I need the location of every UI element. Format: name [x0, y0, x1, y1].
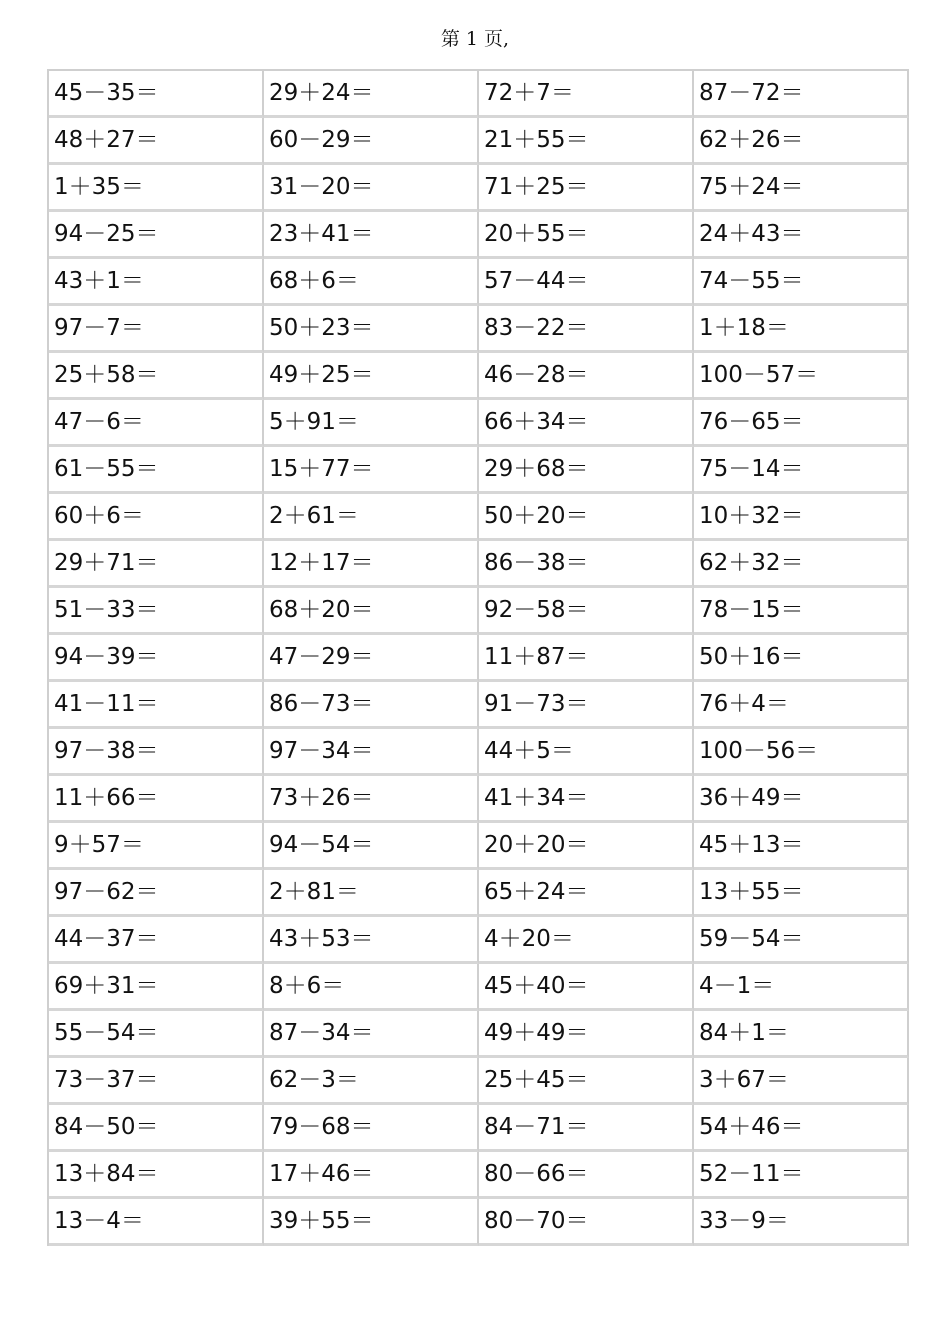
- worksheet-row: [49, 635, 909, 682]
- problem-cell: 45＋13＝: [694, 823, 909, 870]
- problem-cell: 50＋20＝: [479, 494, 694, 541]
- problem-cell: 80－70＝: [479, 1199, 694, 1246]
- problem-cell: 57－44＝: [479, 259, 694, 306]
- problem-cell: 4－1＝: [694, 964, 909, 1011]
- worksheet-row: [49, 353, 909, 400]
- problem-cell: 97－62＝: [49, 870, 264, 917]
- problem-cell: 80－66＝: [479, 1152, 694, 1199]
- worksheet-row: [49, 776, 909, 823]
- problem-cell: 97－7＝: [49, 306, 264, 353]
- problem-cell: 83－22＝: [479, 306, 694, 353]
- problem-cell: 76－65＝: [694, 400, 909, 447]
- problem-cell: 13＋55＝: [694, 870, 909, 917]
- problem-cell: 86－38＝: [479, 541, 694, 588]
- problem-cell: 55－54＝: [49, 1011, 264, 1058]
- problem-cell: 71＋25＝: [479, 165, 694, 212]
- problem-cell: 75－14＝: [694, 447, 909, 494]
- worksheet-row: [49, 729, 909, 776]
- problem-cell: 50＋23＝: [264, 306, 479, 353]
- problem-cell: 54＋46＝: [694, 1105, 909, 1152]
- worksheet-row: [49, 1011, 909, 1058]
- problem-cell: 68＋20＝: [264, 588, 479, 635]
- problem-cell: 73－37＝: [49, 1058, 264, 1105]
- problem-cell: 48＋27＝: [49, 118, 264, 165]
- problem-cell: 78－15＝: [694, 588, 909, 635]
- problem-cell: 51－33＝: [49, 588, 264, 635]
- problem-cell: 43＋1＝: [49, 259, 264, 306]
- problem-cell: 11＋87＝: [479, 635, 694, 682]
- worksheet-row: [49, 682, 909, 729]
- problem-cell: 62－3＝: [264, 1058, 479, 1105]
- problem-cell: 4＋20＝: [479, 917, 694, 964]
- worksheet-row: [49, 118, 909, 165]
- problem-cell: 9＋57＝: [49, 823, 264, 870]
- worksheet-row: [49, 165, 909, 212]
- problem-cell: 44＋5＝: [479, 729, 694, 776]
- problem-cell: 25＋45＝: [479, 1058, 694, 1105]
- problem-cell: 87－34＝: [264, 1011, 479, 1058]
- worksheet-row: [49, 71, 909, 118]
- problem-cell: 91－73＝: [479, 682, 694, 729]
- worksheet-row: [49, 306, 909, 353]
- problem-cell: 66＋34＝: [479, 400, 694, 447]
- problem-cell: 44－37＝: [49, 917, 264, 964]
- problem-cell: 1＋35＝: [49, 165, 264, 212]
- problem-cell: 94－39＝: [49, 635, 264, 682]
- worksheet-row: [49, 447, 909, 494]
- problem-cell: 49＋49＝: [479, 1011, 694, 1058]
- problem-cell: 36＋49＝: [694, 776, 909, 823]
- problem-cell: 69＋31＝: [49, 964, 264, 1011]
- problem-cell: 11＋66＝: [49, 776, 264, 823]
- problem-cell: 25＋58＝: [49, 353, 264, 400]
- problem-cell: 61－55＝: [49, 447, 264, 494]
- problem-cell: 62＋26＝: [694, 118, 909, 165]
- problem-cell: 39＋55＝: [264, 1199, 479, 1246]
- problem-cell: 94－54＝: [264, 823, 479, 870]
- problem-cell: 47－6＝: [49, 400, 264, 447]
- problem-cell: 13＋84＝: [49, 1152, 264, 1199]
- problem-cell: 29＋68＝: [479, 447, 694, 494]
- worksheet-body: [49, 71, 909, 1246]
- problem-cell: 20＋20＝: [479, 823, 694, 870]
- problem-cell: 50＋16＝: [694, 635, 909, 682]
- worksheet-row: [49, 917, 909, 964]
- worksheet-row: [49, 541, 909, 588]
- worksheet-row: [49, 259, 909, 306]
- problem-cell: 97－34＝: [264, 729, 479, 776]
- problem-cell: 100－56＝: [694, 729, 909, 776]
- problem-cell: 60＋6＝: [49, 494, 264, 541]
- worksheet-row: [49, 494, 909, 541]
- arithmetic-worksheet-table: [47, 69, 909, 1246]
- problem-cell: 94－25＝: [49, 212, 264, 259]
- problem-cell: 24＋43＝: [694, 212, 909, 259]
- problem-cell: 5＋91＝: [264, 400, 479, 447]
- problem-cell: 46－28＝: [479, 353, 694, 400]
- problem-cell: 86－73＝: [264, 682, 479, 729]
- problem-cell: 47－29＝: [264, 635, 479, 682]
- problem-cell: 3＋67＝: [694, 1058, 909, 1105]
- worksheet-row: [49, 870, 909, 917]
- problem-cell: 97－38＝: [49, 729, 264, 776]
- problem-cell: 2＋81＝: [264, 870, 479, 917]
- worksheet-row: [49, 400, 909, 447]
- problem-cell: 65＋24＝: [479, 870, 694, 917]
- problem-cell: 43＋53＝: [264, 917, 479, 964]
- problem-cell: 75＋24＝: [694, 165, 909, 212]
- problem-cell: 45－35＝: [49, 71, 264, 118]
- problem-cell: 52－11＝: [694, 1152, 909, 1199]
- problem-cell: 100－57＝: [694, 353, 909, 400]
- problem-cell: 17＋46＝: [264, 1152, 479, 1199]
- worksheet-row: [49, 588, 909, 635]
- problem-cell: 23＋41＝: [264, 212, 479, 259]
- problem-cell: 73＋26＝: [264, 776, 479, 823]
- problem-cell: 92－58＝: [479, 588, 694, 635]
- problem-cell: 10＋32＝: [694, 494, 909, 541]
- worksheet-row: [49, 1058, 909, 1105]
- problem-cell: 29＋24＝: [264, 71, 479, 118]
- problem-cell: 33－9＝: [694, 1199, 909, 1246]
- problem-cell: 41＋34＝: [479, 776, 694, 823]
- page-number-header: 第 1 页,: [440, 28, 510, 50]
- problem-cell: 45＋40＝: [479, 964, 694, 1011]
- problem-cell: 74－55＝: [694, 259, 909, 306]
- problem-cell: 84－50＝: [49, 1105, 264, 1152]
- worksheet-row: [49, 964, 909, 1011]
- problem-cell: 68＋6＝: [264, 259, 479, 306]
- problem-cell: 2＋61＝: [264, 494, 479, 541]
- problem-cell: 84＋1＝: [694, 1011, 909, 1058]
- problem-cell: 31－20＝: [264, 165, 479, 212]
- problem-cell: 15＋77＝: [264, 447, 479, 494]
- problem-cell: 87－72＝: [694, 71, 909, 118]
- worksheet-row: [49, 1105, 909, 1152]
- problem-cell: 84－71＝: [479, 1105, 694, 1152]
- problem-cell: 60－29＝: [264, 118, 479, 165]
- problem-cell: 13－4＝: [49, 1199, 264, 1246]
- problem-cell: 76＋4＝: [694, 682, 909, 729]
- worksheet-row: [49, 1152, 909, 1199]
- problem-cell: 21＋55＝: [479, 118, 694, 165]
- problem-cell: 20＋55＝: [479, 212, 694, 259]
- problem-cell: 59－54＝: [694, 917, 909, 964]
- problem-cell: 41－11＝: [49, 682, 264, 729]
- problem-cell: 79－68＝: [264, 1105, 479, 1152]
- problem-cell: 29＋71＝: [49, 541, 264, 588]
- worksheet-row: [49, 823, 909, 870]
- worksheet-row: [49, 212, 909, 259]
- problem-cell: 8＋6＝: [264, 964, 479, 1011]
- problem-cell: 62＋32＝: [694, 541, 909, 588]
- worksheet-row: [49, 1199, 909, 1246]
- problem-cell: 49＋25＝: [264, 353, 479, 400]
- problem-cell: 72＋7＝: [479, 71, 694, 118]
- problem-cell: 1＋18＝: [694, 306, 909, 353]
- problem-cell: 12＋17＝: [264, 541, 479, 588]
